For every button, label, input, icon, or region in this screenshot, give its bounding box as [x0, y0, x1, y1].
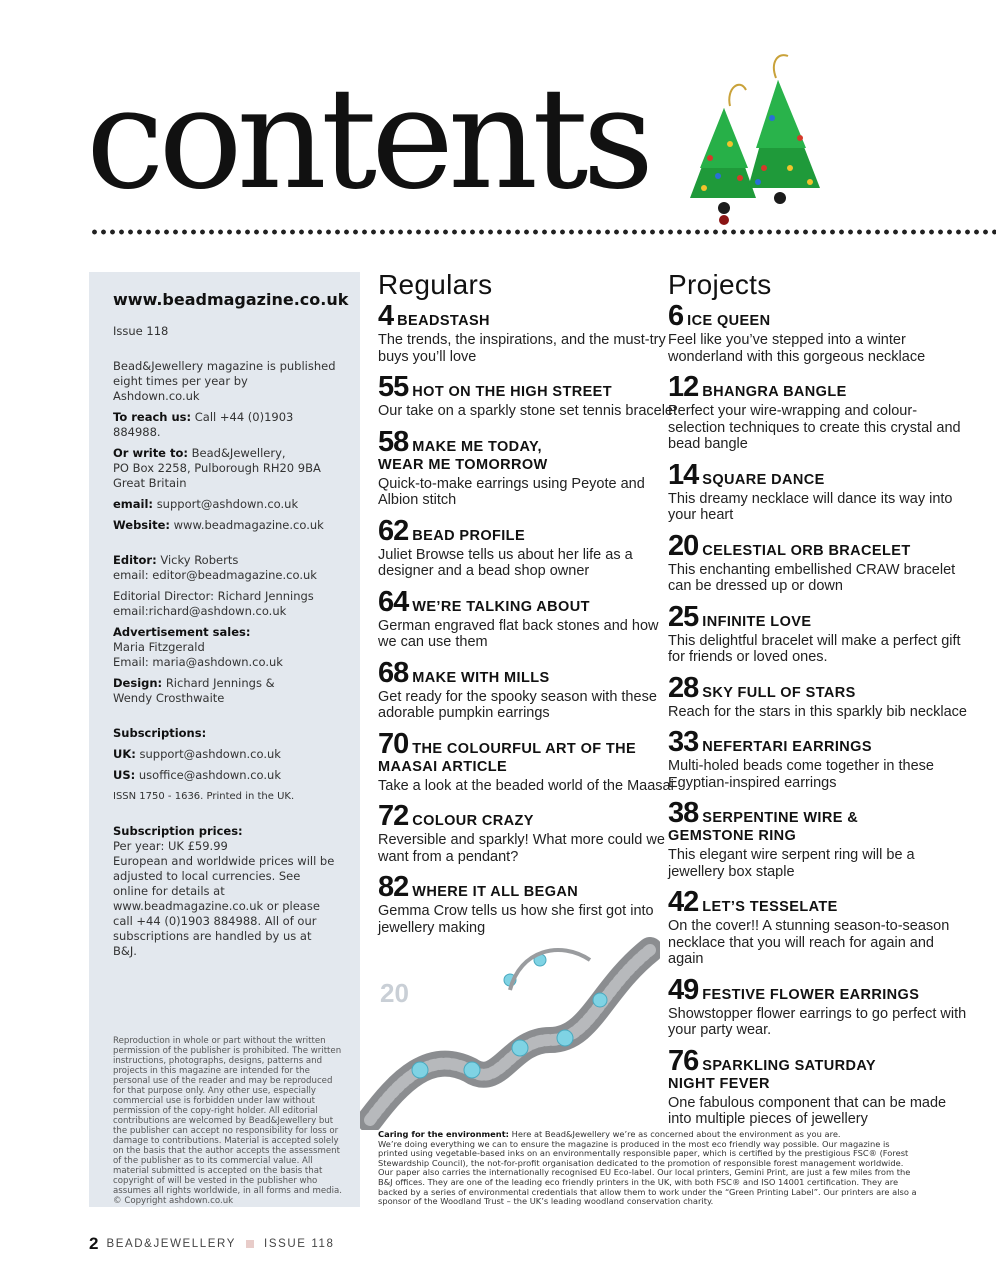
article-description: Get ready for the spooky season with these adorable pumpkin earrings — [378, 688, 657, 721]
contact-phone: To reach us: Call +44 (0)1903 884988. — [113, 410, 294, 439]
regulars-item-heading — [378, 585, 678, 618]
footer-issue: ISSUE 118 — [264, 1238, 335, 1250]
regulars-item-heading — [378, 656, 678, 689]
page-ref-number: 38 — [668, 797, 699, 829]
article-title: MAKE WITH MILLS — [412, 669, 550, 686]
contact-email: email: support@ashdown.co.uk — [113, 497, 299, 511]
issn-note: ISSN 1750 - 1636. Printed in the UK. — [113, 791, 295, 802]
regulars-item[interactable] — [378, 302, 678, 365]
editor-credit: Editor: Vicky Roberts email: editor@beadmagazine.co.uk — [113, 553, 317, 582]
article-title-line2: MAASAI ARTICLE — [378, 758, 508, 775]
website-url[interactable]: www.beadmagazine.co.uk — [113, 290, 349, 309]
projects-item[interactable] — [668, 728, 968, 791]
contact-website: Website: www.beadmagazine.co.uk — [113, 518, 324, 532]
page-number: 2 — [89, 1234, 99, 1253]
projects-item[interactable] — [668, 529, 968, 595]
projects-item[interactable] — [668, 600, 968, 666]
article-title: HOT ON THE HIGH STREET — [412, 384, 612, 400]
article-description: On the cover!! A stunning season-to-season necklace that you will reach for again and again — [668, 918, 950, 967]
article-title: NEFERTARI EARRINGS — [702, 739, 872, 755]
subscriptions-us: US: usoffice@ashdown.co.uk — [113, 768, 281, 782]
page-ref-number: 25 — [668, 600, 699, 633]
regulars-item-heading — [378, 727, 678, 760]
regulars-item-heading — [378, 873, 678, 901]
article-title: CELESTIAL ORB BRACELET — [702, 542, 911, 559]
projects-item[interactable] — [668, 671, 968, 721]
article-description: Feel like you’ve stepped into a winter wonderland with this gorgeous necklace — [668, 332, 926, 365]
article-description: Reach for the stars in this sparkly bib necklace — [668, 703, 967, 720]
page-ref-number: 42 — [668, 886, 699, 918]
article-description: Juliet Browse tells us about her life as a designer and a bead shop owner — [378, 546, 633, 579]
article-description: This enchanting embellished CRAW bracelet can be dressed up or down — [668, 561, 956, 594]
article-title: THE COLOURFUL ART OF THE — [412, 740, 637, 757]
article-title: INFINITE LOVE — [702, 613, 812, 630]
article-title: SPARKLING SATURDAY — [702, 1057, 876, 1074]
article-description: Gemma Crow tells us how she first got into jewellery making — [378, 903, 654, 936]
article-title: BEAD PROFILE — [412, 527, 526, 544]
article-title: SKY FULL OF STARS — [702, 684, 856, 701]
article-description: Reversible and sparkly! What more could we want from a pendant? — [378, 832, 665, 865]
dotted-divider — [90, 228, 996, 236]
editorial-director-credit: Editorial Director: Richard Jennings email:richard@ashdown.co.uk — [113, 589, 314, 618]
regulars-item[interactable] — [378, 585, 678, 651]
regulars-item-heading — [378, 373, 678, 401]
masthead-sidebar — [89, 272, 360, 1207]
article-description: The trends, the inspirations, and the must-try buys you’ll love — [378, 332, 666, 365]
regulars-item[interactable] — [378, 727, 678, 795]
article-title: MAKE ME TODAY, — [412, 438, 542, 455]
advertising-credit: Advertisement sales: Maria Fitzgerald Email: maria@ashdown.co.uk — [113, 625, 283, 669]
projects-item-heading — [668, 671, 968, 704]
projects-item-heading — [668, 458, 968, 491]
projects-item[interactable] — [668, 973, 968, 1039]
article-title: SERPENTINE WIRE & — [702, 810, 859, 826]
projects-item[interactable] — [668, 1044, 968, 1128]
regulars-item[interactable] — [378, 802, 678, 865]
copyright-notice: Reproduction in whole or part without the written permission of the publisher is prohibited. The written instructions, photographs, designs, patterns and projects in this magazine are intended for the personal use of the reader and may be reproduced for that purpose only. Any other use, especially commercial use is forbidden under law without permission of the copy-right holder. All editorial contributions are welcomed by Bead&Jewellery but the publisher can accept no responsibility for loss or damage to contributions. Material is accepted solely on the basis that the author accepts the assessment of the publisher as to its commercial value. All material submitted is accepted on the basis that copyright of will be vested in the publisher who assumes all rights worldwide, in all forms and media. © Copyright ashdown.co.uk — [113, 1036, 342, 1206]
page-ref-number: 12 — [668, 371, 699, 403]
postal-address: Or write to: Bead&Jewellery, PO Box 2258, Pulborough RH20 9BA Great Britain — [113, 446, 321, 490]
projects-item-heading — [668, 373, 968, 401]
page-ref-number: 72 — [378, 800, 409, 832]
regulars-item[interactable] — [378, 656, 678, 722]
page-title: contents — [86, 58, 649, 221]
projects-item-heading — [668, 973, 968, 1006]
article-title: BEADSTASH — [397, 313, 490, 329]
article-description: This delightful bracelet will make a perfect gift for friends or loved ones. — [668, 632, 961, 665]
regulars-item-heading — [378, 302, 678, 330]
regulars-item[interactable] — [378, 425, 678, 509]
projects-column — [668, 268, 968, 1136]
regulars-item-heading — [378, 514, 678, 547]
regulars-item[interactable] — [378, 514, 678, 580]
footer-square-icon — [246, 1240, 254, 1248]
projects-item[interactable] — [668, 799, 968, 880]
projects-item-heading — [668, 529, 968, 562]
regulars-heading: Regulars — [378, 269, 493, 300]
regulars-item[interactable] — [378, 873, 678, 936]
projects-item[interactable] — [668, 888, 968, 968]
bracelet-page-number: 20 — [380, 978, 409, 1008]
article-title-line2: NIGHT FEVER — [668, 1075, 770, 1092]
article-title: SQUARE DANCE — [702, 471, 825, 488]
article-description: This elegant wire serpent ring will be a jewellery box staple — [668, 847, 915, 880]
projects-item-heading — [668, 600, 968, 633]
page-ref-number: 14 — [668, 458, 699, 491]
issue-number: Issue 118 — [113, 324, 169, 338]
page-ref-number: 55 — [378, 371, 409, 403]
bracelet-image — [360, 930, 660, 1130]
article-description: Showstopper flower earrings to go perfect with your party wear. — [668, 1005, 967, 1038]
christmas-tree-earrings-image — [660, 48, 996, 258]
article-description: This dreamy necklace will dance its way into your heart — [668, 490, 953, 523]
article-title: BHANGRA BANGLE — [702, 384, 847, 400]
page-ref-number: 76 — [668, 1044, 699, 1077]
projects-item[interactable] — [668, 458, 968, 524]
page-ref-number: 4 — [378, 300, 394, 332]
article-title-line2: GEMSTONE RING — [668, 828, 797, 844]
article-description: Multi-holed beads come together in these Egyptian-inspired earrings — [668, 758, 934, 791]
article-title: LET’S TESSELATE — [702, 899, 838, 915]
design-credit: Design: Richard Jennings & Wendy Crosthwaite — [113, 676, 275, 705]
page-ref-number: 28 — [668, 671, 699, 704]
article-description: Quick-to-make earrings using Peyote and Albion stitch — [378, 475, 645, 508]
article-title: ICE QUEEN — [687, 313, 771, 329]
regulars-item-heading — [378, 802, 678, 830]
magazine-name: BEAD&JEWELLERY — [106, 1238, 237, 1250]
article-description: One fabulous component that can be made into multiple pieces of jewellery — [668, 1094, 947, 1127]
projects-item[interactable] — [668, 302, 968, 365]
page-ref-number: 64 — [378, 585, 409, 618]
article-description: Our take on a sparkly stone set tennis bracelet — [378, 403, 678, 419]
projects-item-heading — [668, 888, 968, 916]
publisher-info: Bead&Jewellery magazine is published eight times per year by Ashdown.co.uk — [113, 359, 336, 403]
projects-heading: Projects — [668, 269, 772, 300]
subscriptions-uk: UK: support@ashdown.co.uk — [113, 747, 281, 761]
article-description: German engraved flat back stones and how we can use them — [378, 617, 659, 650]
article-title-line2: WEAR ME TOMORROW — [378, 456, 548, 473]
projects-item-heading — [668, 799, 968, 827]
article-description: Perfect your wire-wrapping and colour-selection techniques to create this crystal and bead bangle — [668, 403, 961, 452]
subscriptions-heading: Subscriptions: — [113, 726, 207, 740]
article-title: WHERE IT ALL BEGAN — [412, 884, 579, 900]
article-description: Take a look at the beaded world of the Maasai — [378, 777, 674, 794]
regulars-item-heading — [378, 425, 678, 458]
page-ref-number: 68 — [378, 656, 409, 689]
projects-item-heading — [668, 1044, 968, 1077]
page-ref-number: 70 — [378, 727, 409, 760]
regulars-column — [378, 268, 678, 944]
projects-item[interactable] — [668, 373, 968, 453]
subscription-prices: Subscription prices: Per year: UK £59.99 European and worldwide prices will be adjusted to local currencies. See online for details at www.beadmagazine.co.uk or please call +44 (0)1903 884988. All of our subscriptions are handled by us at B&J. — [113, 824, 335, 958]
page-ref-number: 58 — [378, 425, 409, 458]
page-ref-number: 33 — [668, 726, 699, 758]
projects-item-heading — [668, 302, 968, 330]
page-ref-number: 6 — [668, 300, 684, 332]
page-ref-number: 20 — [668, 529, 699, 562]
projects-item-heading — [668, 728, 968, 756]
environment-note: Caring for the environment: Here at Bead&Jewellery we’re as concerned about the environment as you are. We’re doing everything we can to ensure the magazine is produced in the most eco friendly way possible. Our magazine is printed using vegetable-based inks on an environmentally responsible paper, which is certified by the prestigious FSC® (Forest Stewardship Council), the not-for-profit organisation dedicated to the promotion of responsible forest management worldwide. Our paper also carries the internationally recognised EU Eco-label. Our local printers, Gemini Print, are just a few miles from the B&J offices. They are one of the leading eco friendly printers in the UK, with both FSC® and ISO 14001 certification. They are backed by a series of environmental credentials that allow them to work under the “Green Printing Label”. Our printers are also a sponsor of the Woodland Trust – the UK’s leading woodland conservation charity. — [378, 1129, 917, 1207]
article-title: FESTIVE FLOWER EARRINGS — [702, 986, 920, 1003]
article-title: WE’RE TALKING ABOUT — [412, 598, 590, 615]
bracelet-photo — [360, 930, 660, 1130]
page-ref-number: 82 — [378, 871, 409, 903]
page-ref-number: 49 — [668, 973, 699, 1006]
page-footer — [89, 1234, 334, 1254]
article-title: COLOUR CRAZY — [412, 813, 534, 829]
regulars-item[interactable] — [378, 373, 678, 420]
page-ref-number: 62 — [378, 514, 409, 547]
